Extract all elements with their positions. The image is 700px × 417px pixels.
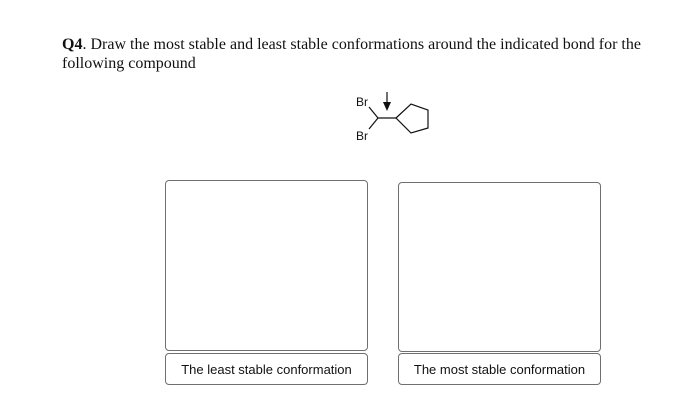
down-arrow-icon [383, 92, 391, 111]
bromine-top-label: Br [356, 95, 368, 109]
molecule-structure [340, 88, 450, 150]
cyclopentane-ring-icon [396, 104, 428, 133]
most-stable-drawing-box[interactable] [398, 182, 601, 352]
bromine-bottom-label: Br [356, 129, 368, 143]
least-stable-drawing-box[interactable] [165, 180, 368, 351]
bond-lines [369, 107, 396, 129]
question-body: . Draw the most stable and least stable conformations around the indicated bond for the following compound [62, 36, 641, 72]
least-stable-label: The least stable conformation [165, 353, 368, 385]
question-number: Q4 [62, 36, 83, 53]
most-stable-label: The most stable conformation [398, 353, 601, 385]
question-text [62, 35, 682, 73]
